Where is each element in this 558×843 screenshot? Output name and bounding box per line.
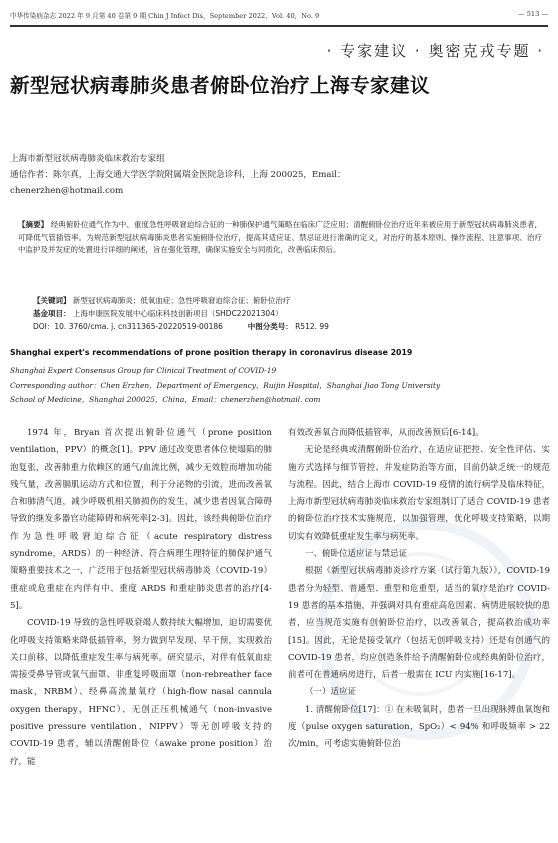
subsection-heading: （一）适应证: [305, 687, 357, 698]
body-paragraph: COVID-19 导致的急性呼吸衰竭人数持续大幅增加，迫切需要优化呼吸支持策略来降低插管率，努力做到早发现、早干预，实现救治关口前移，以降低重症发生率与病死率。研究显示，对伴有低氧血症需接受鼻导管或氧气面罩、非重复呼吸面罩（non-rebreather face mask，NRBM）、经鼻高流量氧疗（high-flow nasal cannula oxygen therapy，HFNC）、无创正压机械通气（non-invasive positive pressure ventilation，NIPPV）等无创呼吸支持的 COVID-19 患者，辅以清醒俯卧位（awake prone position）治疗，能: [10, 618, 272, 767]
keywords-text: 新型冠状病毒肺炎；低氧血症；急性呼吸窘迫综合征；俯卧位治疗: [72, 296, 291, 305]
body-paragraph: 无论是经典或清醒俯卧位治疗，在适应证把控、安全性评估、实施方式选择与细节管控、并发症防治等方面，目前仍缺乏统一的规范与流程。因此，结合上海市 COVID-19 疫情的流行病学及临床特征，上海市新型冠状病毒肺炎临床救治专家组制订了适合 COVID-19 患者的俯卧位治疗技术实施规范，以加强管理，优化呼吸支持策略，以期切实有效降低重症发生率与病死率。: [288, 445, 550, 542]
fund: [33, 308, 543, 320]
fund-label: 基金项目：: [33, 309, 71, 318]
doi[interactable]: DOI：10. 3760/cma. j. cn311365-20220519-00186: [33, 322, 223, 331]
article-title: 新型冠状病毒肺炎患者俯卧位治疗上海专家建议: [10, 74, 431, 97]
body-paragraph: 有效改善氧合而降低插管率，从而改善预后[6-14]。: [288, 428, 484, 438]
author-block: [10, 151, 550, 199]
english-author-block: [10, 364, 550, 408]
english-title: Shanghai expert's recommendations of prone position therapy in coronavirus disease 2019: [10, 348, 413, 357]
body-paragraph: 1974 年，Bryan 首次提出俯卧位通气（prone position ventilation，PPV）的概念[1]。PPV 通过改变患者体位使塌陷的肺泡复张，改善肺重力依赖区的通气/血流比例，减少无效腔而增加功能残气量，改善膈肌运动方式和位置，利于分泌物的引流，进而改善氧合和肺清气道，减少呼吸机相关肺损伤的发生，减少患者因氧合障碍导致的继发多器官功能障碍和病死率[2-3]。因此，该经典俯卧位治疗作为急性呼吸窘迫综合征（acute respiratory distress syndrome，ARDS）的一种经济、符合病理生理特征的肺保护通气策略重要技术之一，广泛用于包括新型冠状病毒肺炎（COVID-19）重症或危重症在内伴有中、重度 ARDS 和重症肺炎患者的治疗[4-5]。: [10, 428, 272, 611]
body-column-left: [10, 425, 272, 771]
abstract-label: 【摘要】: [18, 220, 49, 229]
body-paragraph: 根据《新型冠状病毒肺炎诊疗方案（试行第九版）》，COVID-19 患者分为轻型、普通型、重型和危重型，适当的氧疗是治疗 COVID-19 患者的基本措施，并强调对具有重症高危因素、病情进展较快的患者，应当规范实施有创俯卧位治疗，以改善氧合，提高救治成功率[15]。因此，无论是接受氧疗（包括无创呼吸支持）还是有创通气的 COVID-19 患者，均应创造条件给予清醒俯卧位或经典俯卧位治疗，前者可在普通病房进行，后者一般需在 ICU 内实施[16-17]。: [288, 566, 550, 681]
doi-line: [33, 321, 543, 333]
section-heading: 一、俯卧位适应证与禁忌证: [305, 549, 408, 560]
journal-citation: 中华传染病杂志 2022 年 9 月第 40 卷第 9 期 Chin J Infect Dis，September 2022，Vol. 40，No. 9: [10, 12, 320, 20]
corresponding-author: 通信作者：陈尔真，上海交通大学医学院附属瑞金医院急诊科，上海 200025，Email：: [10, 170, 346, 180]
abstract: [18, 219, 542, 257]
clc-number: R512. 99: [295, 322, 329, 331]
header-rule: [10, 25, 548, 27]
keywords: [33, 295, 543, 307]
page-number: — 513 —: [518, 10, 548, 18]
body-paragraph: 1. 清醒俯卧位[17]：① 在未吸氧时，患者一旦出现脉搏血氧饱和度（pulse oxygen saturation，SpO₂）< 94% 和呼吸频率 > 22 次/min，可考虑实施俯卧位治: [288, 704, 550, 750]
english-corresponding-1: Corresponding author：Chen Erzhen，Department of Emergency，Ruijin Hospital，Shanghai Jiao Tong University: [10, 380, 441, 390]
keywords-label: 【关键词】: [33, 296, 71, 305]
column-tag: · 专家建议 · 奥密克戎专题 ·: [326, 42, 544, 60]
body-column-right: [288, 425, 550, 754]
clc-label: 中图分类号：: [247, 322, 293, 331]
abstract-text: 经典俯卧位通气作为中、重度急性呼吸窘迫综合征的一种肺保护通气策略在临床广泛应用；清醒俯卧位治疗近年来被应用于新型冠状病毒肺炎患者，可降低气管插管率。为规范新型冠状病毒肺炎患者实施俯卧位治疗，提高其适应证、禁忌证进行准确的定义，对治疗的基本原则、操作流程、注意事项、治疗中监护及并发症的处置进行详细的阐述，旨在强化管理，确保实施安全与同质化，改善临床预后。: [18, 220, 543, 255]
author-email[interactable]: chenerzhen@hotmail.com: [10, 186, 124, 196]
running-header: [10, 10, 548, 20]
fund-text: 上海申康医院发展中心临床科技创新项目（SHDC22021304）: [72, 309, 283, 318]
author-group: 上海市新型冠状病毒肺炎临床救治专家组: [10, 154, 165, 164]
english-corresponding-2: School of Medicine，Shanghai 200025，China，Email：chenerzhen@hotmail. com: [10, 395, 321, 405]
english-group: Shanghai Expert Consensus Group for Clinical Treatment of COVID-19: [10, 366, 277, 375]
